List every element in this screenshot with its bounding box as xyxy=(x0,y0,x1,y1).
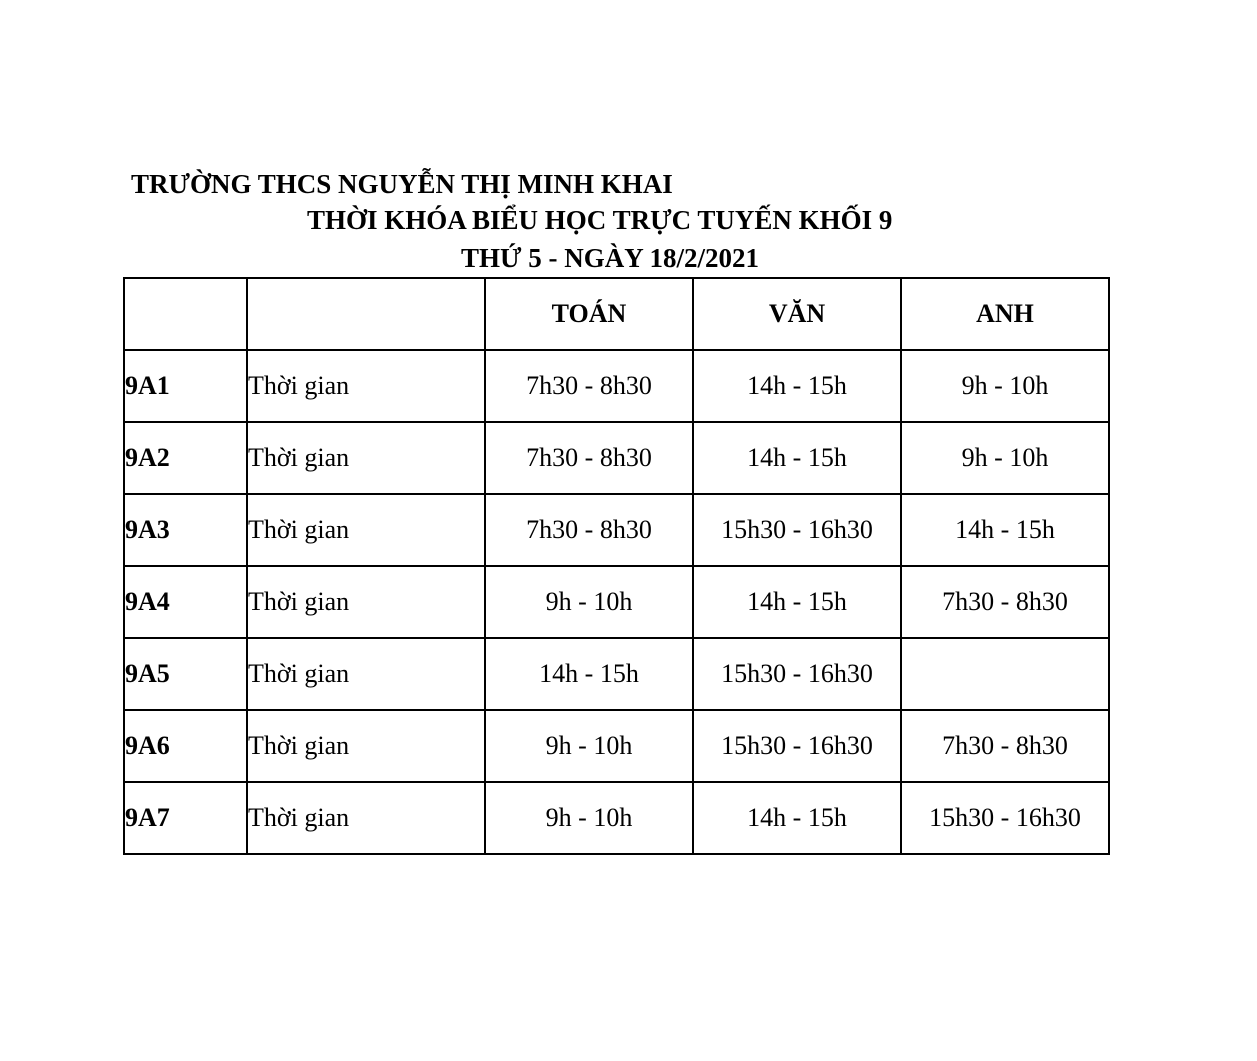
time-label-cell: Thời gian xyxy=(247,638,485,710)
van-time-cell: 15h30 - 16h30 xyxy=(693,710,901,782)
van-time-cell: 15h30 - 16h30 xyxy=(693,494,901,566)
time-label-cell: Thời gian xyxy=(247,350,485,422)
anh-time-cell: 9h - 10h xyxy=(901,422,1109,494)
schedule-date: THỨ 5 - NGÀY 18/2/2021 xyxy=(461,243,759,273)
time-label-cell: Thời gian xyxy=(247,494,485,566)
schedule-title: THỜI KHÓA BIỂU HỌC TRỰC TUYẾN KHỐI 9 xyxy=(307,205,893,235)
toan-time-cell: 9h - 10h xyxy=(485,566,693,638)
time-label-cell: Thời gian xyxy=(247,782,485,854)
time-label-cell: Thời gian xyxy=(247,710,485,782)
class-cell: 9A5 xyxy=(124,638,247,710)
toan-time-cell: 14h - 15h xyxy=(485,638,693,710)
time-label-cell: Thời gian xyxy=(247,422,485,494)
table-row xyxy=(124,494,1109,566)
anh-time-cell: 7h30 - 8h30 xyxy=(901,566,1109,638)
time-label-cell: Thời gian xyxy=(247,566,485,638)
header-cell-class xyxy=(124,278,247,350)
table-row xyxy=(124,566,1109,638)
header-cell-van: VĂN xyxy=(693,278,901,350)
van-time-cell: 14h - 15h xyxy=(693,422,901,494)
toan-time-cell: 7h30 - 8h30 xyxy=(485,350,693,422)
table-row xyxy=(124,782,1109,854)
school-name: TRƯỜNG THCS NGUYỄN THỊ MINH KHAI xyxy=(131,169,673,199)
van-time-cell: 15h30 - 16h30 xyxy=(693,638,901,710)
class-cell: 9A3 xyxy=(124,494,247,566)
class-cell: 9A7 xyxy=(124,782,247,854)
table-row xyxy=(124,422,1109,494)
class-cell: 9A4 xyxy=(124,566,247,638)
toan-time-cell: 7h30 - 8h30 xyxy=(485,422,693,494)
anh-time-cell: 15h30 - 16h30 xyxy=(901,782,1109,854)
anh-time-cell: 7h30 - 8h30 xyxy=(901,710,1109,782)
table-row xyxy=(124,638,1109,710)
toan-time-cell: 9h - 10h xyxy=(485,710,693,782)
toan-time-cell: 9h - 10h xyxy=(485,782,693,854)
table-row xyxy=(124,350,1109,422)
table-row xyxy=(124,710,1109,782)
anh-time-cell xyxy=(901,638,1109,710)
header-row xyxy=(124,278,1109,350)
van-time-cell: 14h - 15h xyxy=(693,566,901,638)
class-cell: 9A1 xyxy=(124,350,247,422)
class-cell: 9A6 xyxy=(124,710,247,782)
anh-time-cell: 9h - 10h xyxy=(901,350,1109,422)
anh-time-cell: 14h - 15h xyxy=(901,494,1109,566)
header-cell-anh: ANH xyxy=(901,278,1109,350)
van-time-cell: 14h - 15h xyxy=(693,350,901,422)
van-time-cell: 14h - 15h xyxy=(693,782,901,854)
schedule-table xyxy=(123,277,1110,855)
header-cell-toan: TOÁN xyxy=(485,278,693,350)
header-cell-label xyxy=(247,278,485,350)
class-cell: 9A2 xyxy=(124,422,247,494)
toan-time-cell: 7h30 - 8h30 xyxy=(485,494,693,566)
